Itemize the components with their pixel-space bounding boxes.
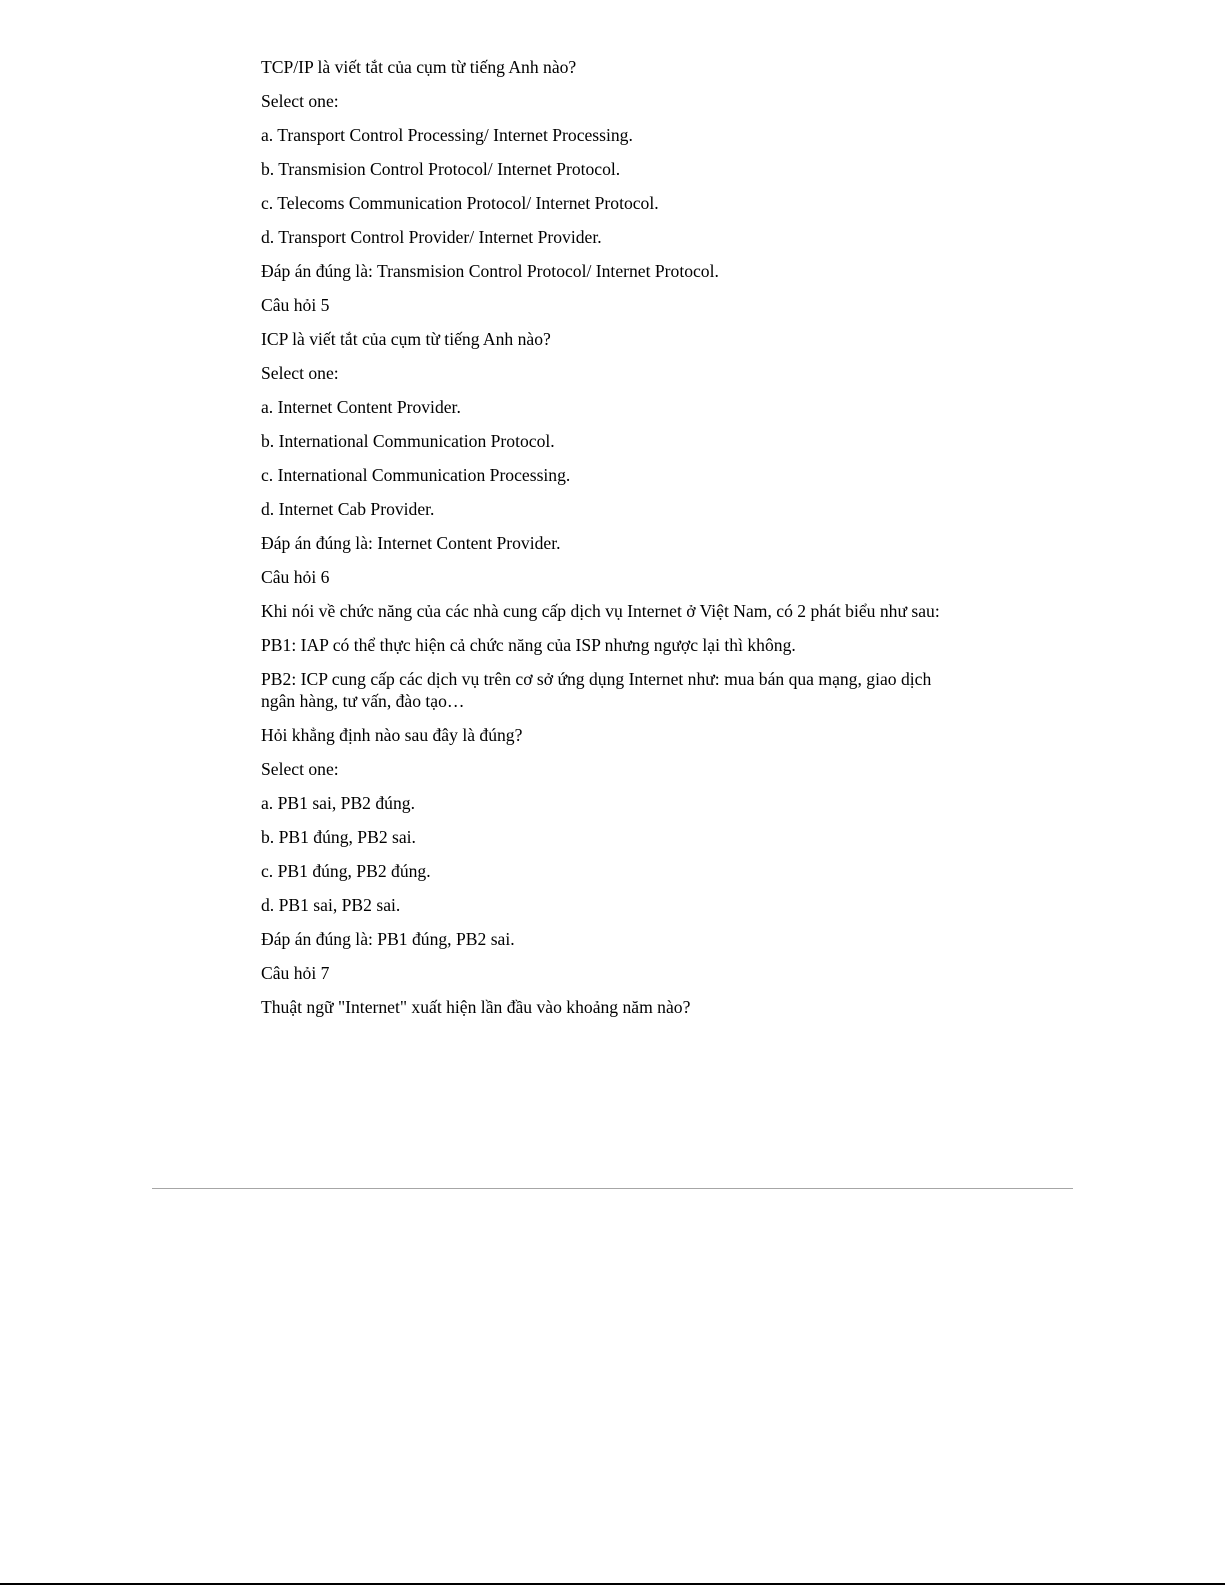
question-text: ICP là viết tắt của cụm từ tiếng Anh nào? <box>261 329 551 349</box>
answer-option: c. International Communication Processing. <box>261 465 571 485</box>
question-text: Hỏi khẳng định nào sau đây là đúng? <box>261 725 523 745</box>
answer-option: d. Transport Control Provider/ Internet Provider. <box>261 227 602 247</box>
question-heading: Câu hỏi 5 <box>261 295 330 315</box>
answer-option: d. PB1 sai, PB2 sai. <box>261 895 401 915</box>
answer-option: b. International Communication Protocol. <box>261 431 555 451</box>
correct-answer: Đáp án đúng là: Internet Content Provider. <box>261 533 561 553</box>
correct-answer: Đáp án đúng là: Transmision Control Protocol/ Internet Protocol. <box>261 261 719 281</box>
answer-option: a. PB1 sai, PB2 đúng. <box>261 793 415 813</box>
answer-option: d. Internet Cab Provider. <box>261 499 435 519</box>
question-heading: Câu hỏi 7 <box>261 963 330 983</box>
answer-option: c. Telecoms Communication Protocol/ Internet Protocol. <box>261 193 659 213</box>
question-text: TCP/IP là viết tắt của cụm từ tiếng Anh nào? <box>261 57 577 77</box>
statement-text: PB2: ICP cung cấp các dịch vụ trên cơ sở ứng dụng Internet như: mua bán qua mạng, giao dịch ngân hàng, tư vấn, đào tạo… <box>261 669 932 711</box>
question-heading: Câu hỏi 6 <box>261 567 330 587</box>
answer-option: c. PB1 đúng, PB2 đúng. <box>261 861 431 881</box>
document-content <box>261 56 961 1030</box>
answer-option: a. Internet Content Provider. <box>261 397 461 417</box>
answer-option: a. Transport Control Processing/ Internet Processing. <box>261 125 633 145</box>
select-one-label: Select one: <box>261 91 339 111</box>
select-one-label: Select one: <box>261 759 339 779</box>
footer-divider <box>152 1188 1073 1189</box>
question-text: Thuật ngữ "Internet" xuất hiện lần đầu vào khoảng năm nào? <box>261 997 691 1017</box>
select-one-label: Select one: <box>261 363 339 383</box>
correct-answer: Đáp án đúng là: PB1 đúng, PB2 sai. <box>261 929 515 949</box>
question-text: Khi nói về chức năng của các nhà cung cấp dịch vụ Internet ở Việt Nam, có 2 phát biểu như sau: <box>261 601 940 621</box>
answer-option: b. Transmision Control Protocol/ Internet Protocol. <box>261 159 621 179</box>
statement-text: PB1: IAP có thể thực hiện cả chức năng của ISP nhưng ngược lại thì không. <box>261 635 796 655</box>
answer-option: b. PB1 đúng, PB2 sai. <box>261 827 416 847</box>
